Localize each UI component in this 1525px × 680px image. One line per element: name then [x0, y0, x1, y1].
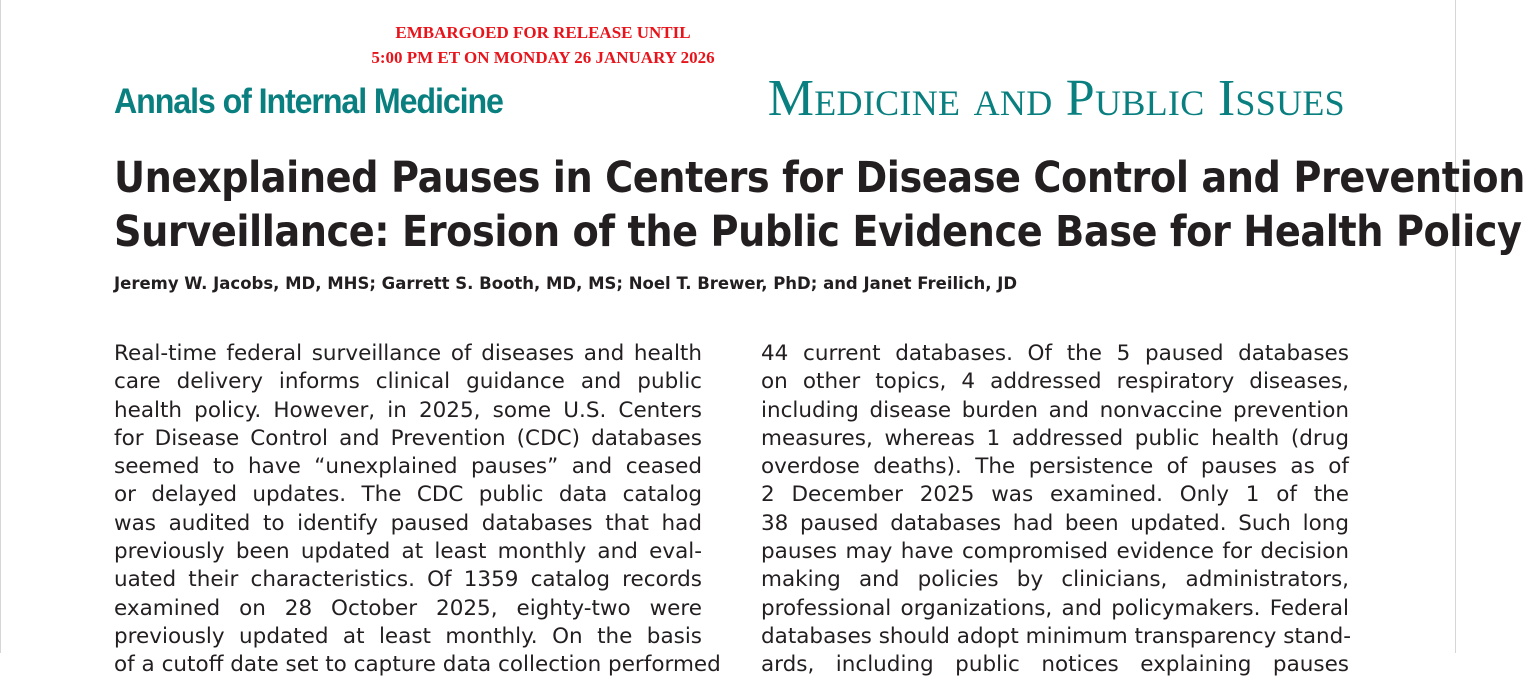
abstract-line: professional organizations, and policymakers. Federal	[761, 595, 1349, 621]
abstract-line: uated their characteristics. Of 1359 catalog records	[114, 567, 702, 593]
abstract-line: including disease burden and nonvaccine prevention	[761, 397, 1349, 423]
embargo-notice	[0, 20, 1271, 70]
section-heading: Medicine and Public Issues	[767, 70, 1345, 127]
abstract-line: measures, whereas 1 addressed public health (drug	[761, 425, 1349, 451]
abstract-line: on other topics, 4 addressed respiratory diseases,	[761, 369, 1349, 395]
abstract-line: pauses may have compromised evidence for decision	[761, 539, 1349, 565]
abstract-line: Real-time federal surveillance of diseases and health	[114, 341, 702, 366]
abstract-line: care delivery informs clinical guidance and public	[114, 369, 702, 395]
abstract-line: seemed to have “unexplained pauses” and ceased	[114, 454, 702, 480]
abstract-line: ards, including public notices explaining pauses	[761, 652, 1349, 678]
author-list: Jeremy W. Jacobs, MD, MHS; Garrett S. Booth, MD, MS; Noel T. Brewer, PhD; and Janet Freilich, JD	[114, 274, 1018, 294]
abstract-line: examined on 28 October 2025, eighty-two were	[114, 595, 702, 621]
abstract-line: health policy. However, in 2025, some U.S. Centers	[114, 397, 702, 423]
abstract-line: of a cutoff date set to capture data collection performed	[114, 652, 721, 678]
abstract-line: was audited to identify paused databases that had	[114, 510, 702, 536]
journal-name: Annals of Internal Medicine	[114, 82, 503, 121]
abstract-column-right	[761, 340, 1352, 680]
abstract-line: for Disease Control and Prevention (CDC) databases	[114, 425, 702, 451]
embargo-line-2: 5:00 PM ET ON MONDAY 26 JANUARY 2026	[371, 48, 715, 67]
abstract-line: previously been updated at least monthly and eval-	[114, 539, 702, 565]
abstract-line: overdose deaths). The persistence of pauses as of	[761, 454, 1349, 480]
abstract-line: 38 paused databases had been updated. Such long	[761, 510, 1349, 536]
abstract-line: previously updated at least monthly. On the basis	[114, 623, 702, 649]
abstract-line: 44 current databases. Of the 5 paused databases	[761, 341, 1349, 366]
embargo-line-1: EMBARGOED FOR RELEASE UNTIL	[395, 23, 691, 42]
abstract-line: databases should adopt minimum transparency stand-	[761, 623, 1352, 649]
article-title-line-2: Surveillance: Erosion of the Public Evidence Base for Health Policy	[114, 207, 1522, 257]
article-title	[114, 151, 1525, 259]
article-title-line-1: Unexplained Pauses in Centers for Disease Control and Prevention	[114, 153, 1525, 203]
abstract-column-left	[114, 340, 721, 680]
abstract-line: or delayed updates. The CDC public data catalog	[114, 482, 702, 508]
abstract-line: making and policies by clinicians, administrators,	[761, 567, 1349, 593]
abstract-line: 2 December 2025 was examined. Only 1 of the	[761, 482, 1349, 508]
